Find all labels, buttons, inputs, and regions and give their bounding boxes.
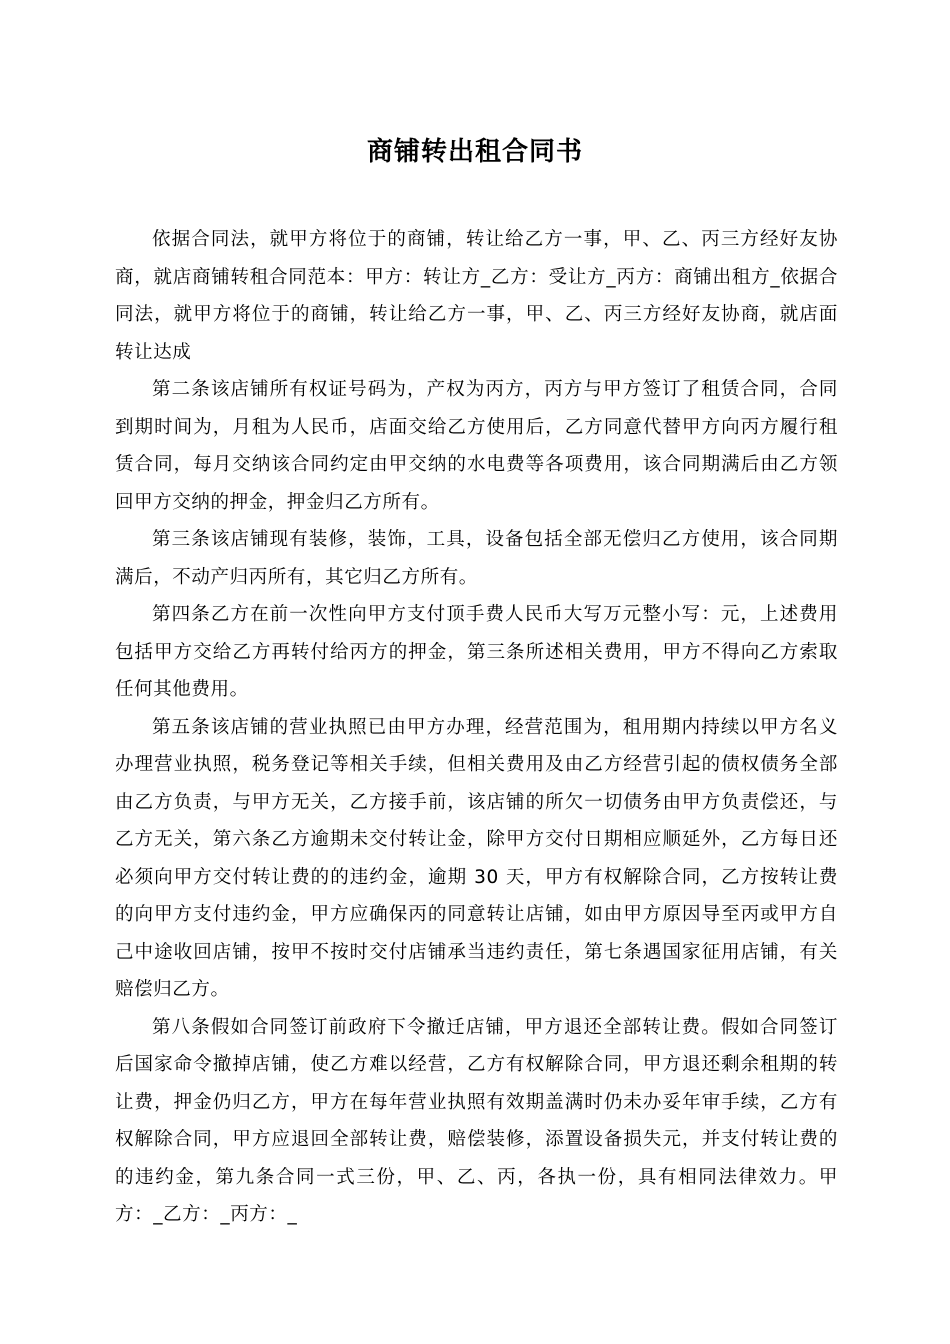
paragraph-article-5: 第五条该店铺的营业执照已由甲方办理，经营范围为，租用期内持续以甲方名义办理营业执照，税务登记等相关手续，但相关费用及由乙方经营引起的债权债务全部由乙方负责，与甲方无关，乙方接手前，该店铺的所欠一切债务由甲方负责偿还，与乙方无关，第六条乙方逾期未交付转让金，除甲方交付日期相应顺延外，乙方每日还必须向甲方交付转让费的的违约金，逾期 30 天，甲方有权解除合同，乙方按转让费的向甲方支付违约金，甲方应确保丙的同意转让店铺，如由甲方原因导至丙或甲方自己中途收回店铺，按甲不按时交付店铺承当违约责任，第七条遇国家征用店铺，有关赔偿归乙方。 <box>115 716 838 1000</box>
paragraph-article-8: 第八条假如合同签订前政府下令撤迁店铺，甲方退还全部转让费。假如合同签订后国家命令撤掉店铺，使乙方难以经营，乙方有权解除合同，甲方退还剩余租期的转让费，押金仍归乙方，甲方在每年营业执照有效期盖满时仍未办妥年审手续，乙方有权解除合同，甲方应退回全部转让费，赔偿装修，添置设备损失元，并支付转让费的的违约金，第九条合同一式三份，甲、乙、丙，各执一份，具有相同法律效力。甲方：_乙方：_丙方：_ <box>115 1016 838 1225</box>
paragraph-intro: 依据合同法，就甲方将位于的商铺，转让给乙方一事，甲、乙、丙三方经好友协商，就店商铺转租合同范本：甲方：转让方_乙方：受让方_丙方：商铺出租方_依据合同法，就甲方将位于的商铺，转让给乙方一事，甲、乙、丙三方经好友协商，就店面转让达成 <box>115 229 838 363</box>
paragraph-article-4: 第四条乙方在前一次性向甲方支付顶手费人民币大写万元整小写：元，上述费用包括甲方交给乙方再转付给丙方的押金，第三条所述相关费用，甲方不得向乙方索取任何其他费用。 <box>115 604 838 700</box>
document-title: 商铺转出租合同书 <box>366 137 583 167</box>
paragraph-article-3: 第三条该店铺现有装修，装饰，工具，设备包括全部无偿归乙方使用，该合同期满后，不动产归丙所有，其它归乙方所有。 <box>115 529 838 588</box>
document-body <box>115 221 838 1234</box>
paragraph-article-2: 第二条该店铺所有权证号码为，产权为丙方，丙方与甲方签订了租赁合同，合同到期时间为，月租为人民币，店面交给乙方使用后，乙方同意代替甲方向丙方履行租赁合同，每月交纳该合同约定由甲交纳的水电费等各项费用，该合同期满后由乙方领回甲方交纳的押金，押金归乙方所有。 <box>115 379 838 513</box>
